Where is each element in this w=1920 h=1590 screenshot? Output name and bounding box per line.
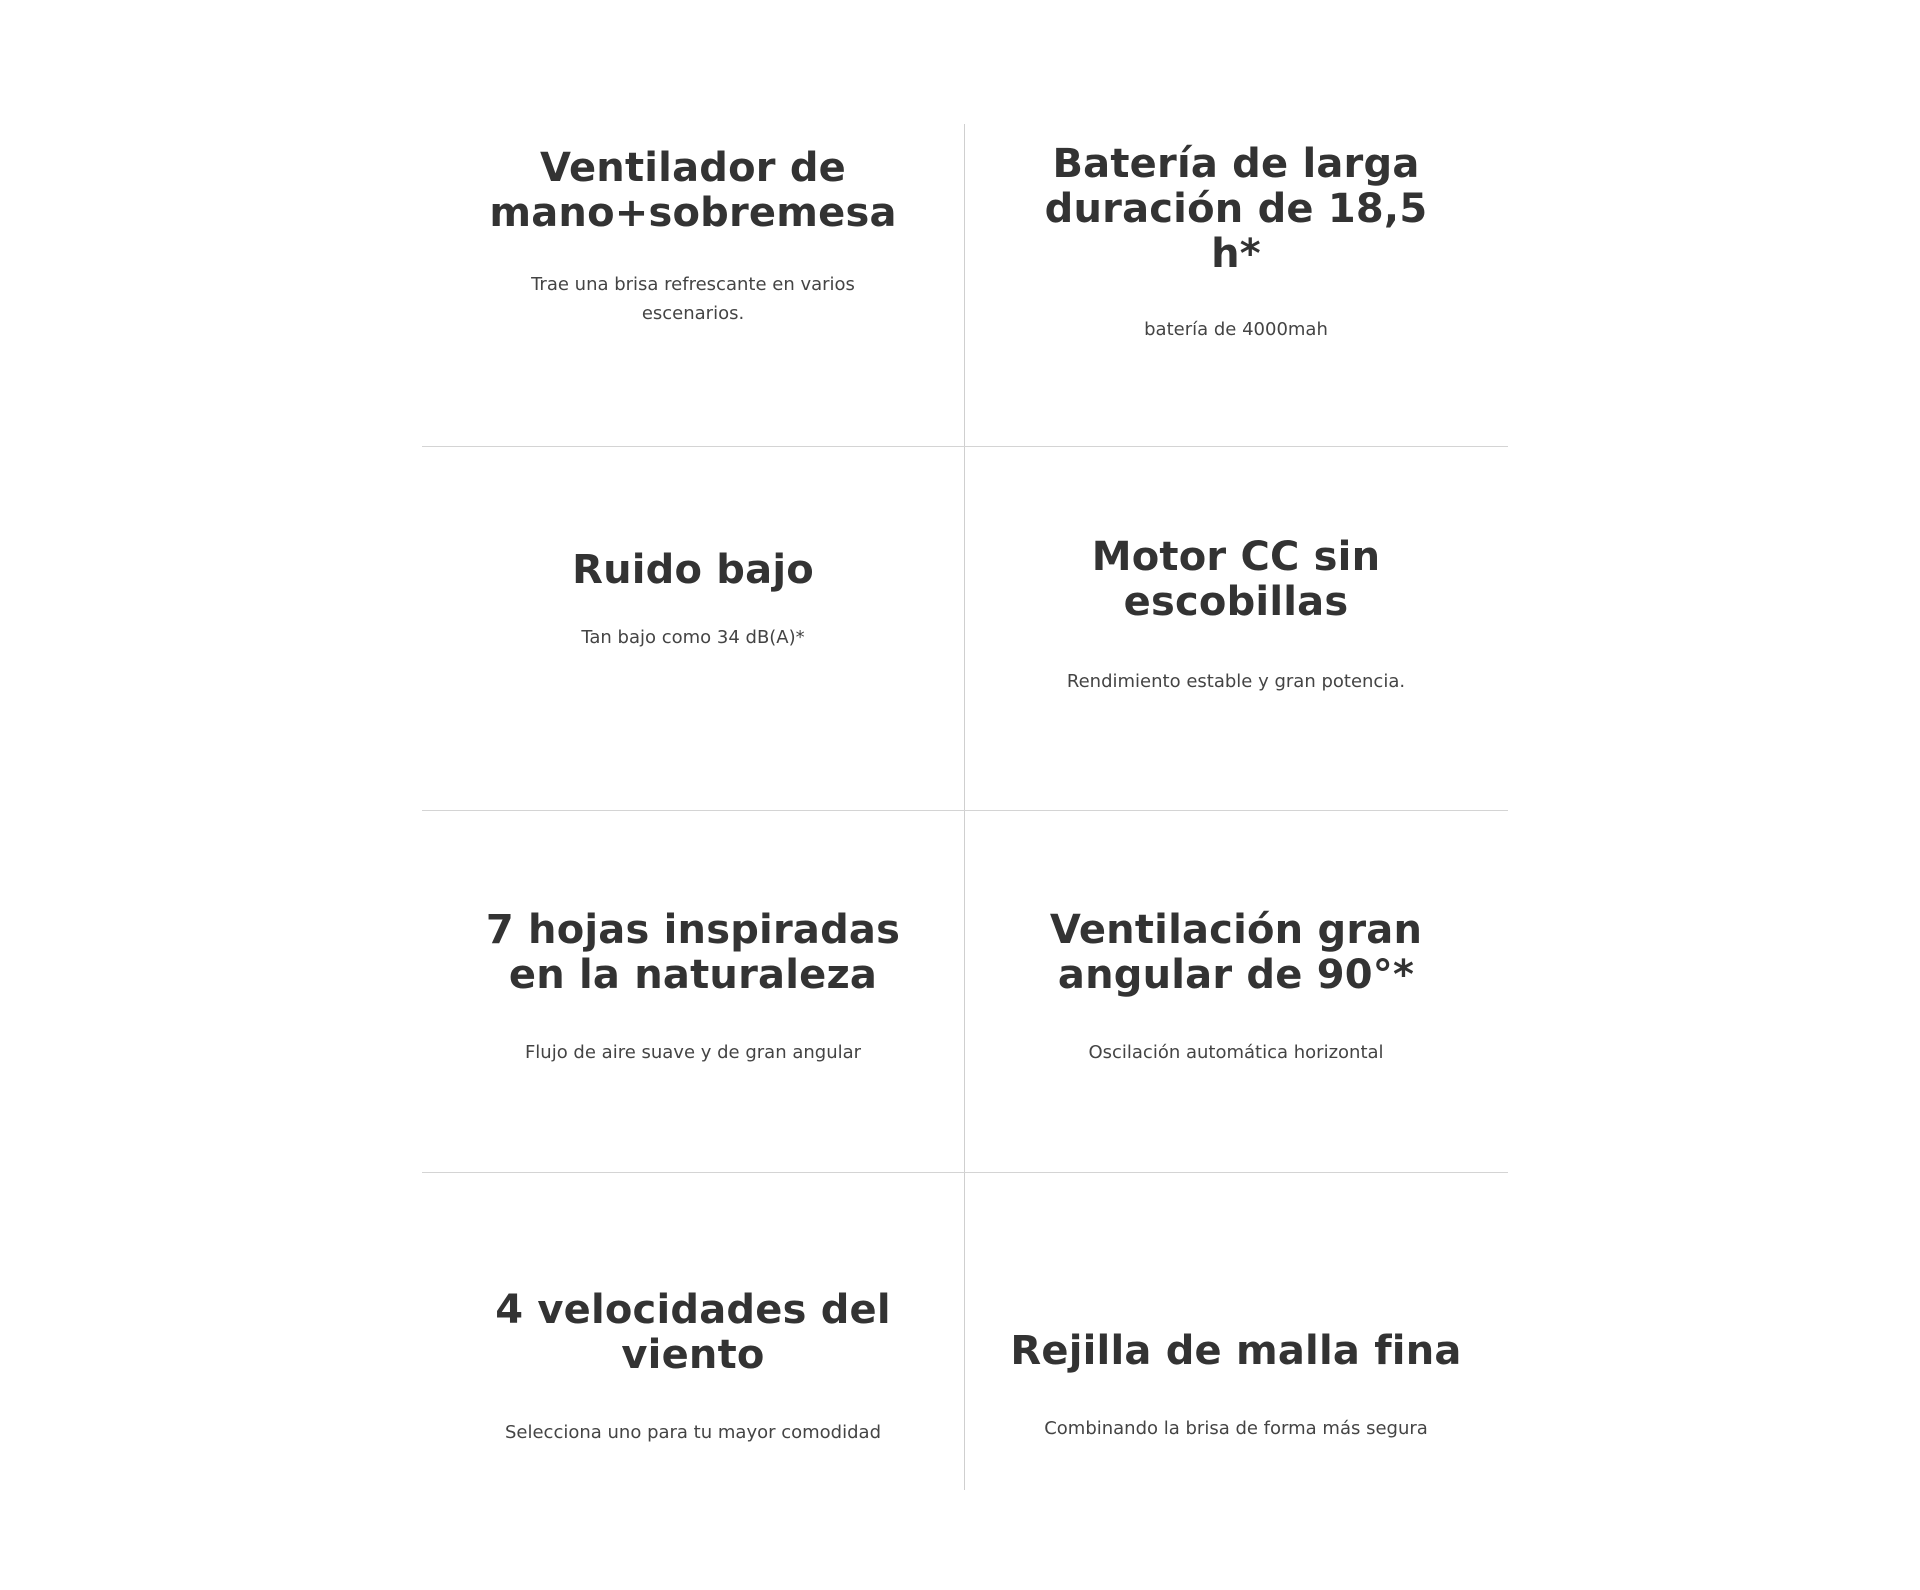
feature-title: 4 velocidades del viento <box>495 1286 891 1378</box>
feature-title: Rejilla de malla fina <box>1010 1328 1462 1374</box>
feature-cell <box>965 894 1507 1080</box>
feature-cell <box>965 522 1507 708</box>
feature-description: Trae una brisa refrescante en varios escenarios. <box>531 274 855 324</box>
feature-description: Selecciona uno para tu mayor comodidad <box>504 1421 881 1443</box>
feature-cell <box>965 124 1507 362</box>
feature-description: Flujo de aire suave y de gran angular <box>524 1041 862 1063</box>
feature-cell <box>422 1274 964 1460</box>
feature-cell <box>965 1316 1507 1456</box>
row-divider <box>422 446 1508 447</box>
feature-title: Ventilador de mano+sobremesa <box>489 145 897 236</box>
feature-cell <box>422 124 964 350</box>
feature-cell <box>422 894 964 1080</box>
feature-description: Tan bajo como 34 dB(A)* <box>581 627 805 648</box>
feature-title: Ruido bajo <box>572 547 814 593</box>
feature-description: batería de 4000mah <box>1144 319 1328 340</box>
feature-title: Motor CC sin escobillas <box>1091 533 1381 625</box>
feature-title: 7 hojas inspiradas en la naturaleza <box>485 906 901 998</box>
feature-title: Batería de larga duración de 18,5 h* <box>1044 141 1428 277</box>
feature-description: Rendimiento estable y gran potencia. <box>1066 670 1406 692</box>
feature-description: Oscilación automática horizontal <box>1088 1041 1384 1063</box>
feature-cell <box>422 534 964 666</box>
feature-description: Combinando la brisa de forma más segura <box>1044 1418 1428 1439</box>
row-divider <box>422 810 1508 811</box>
row-divider <box>422 1172 1508 1173</box>
feature-grid <box>422 124 1508 1490</box>
feature-title: Ventilación gran angular de 90°* <box>1049 906 1423 998</box>
